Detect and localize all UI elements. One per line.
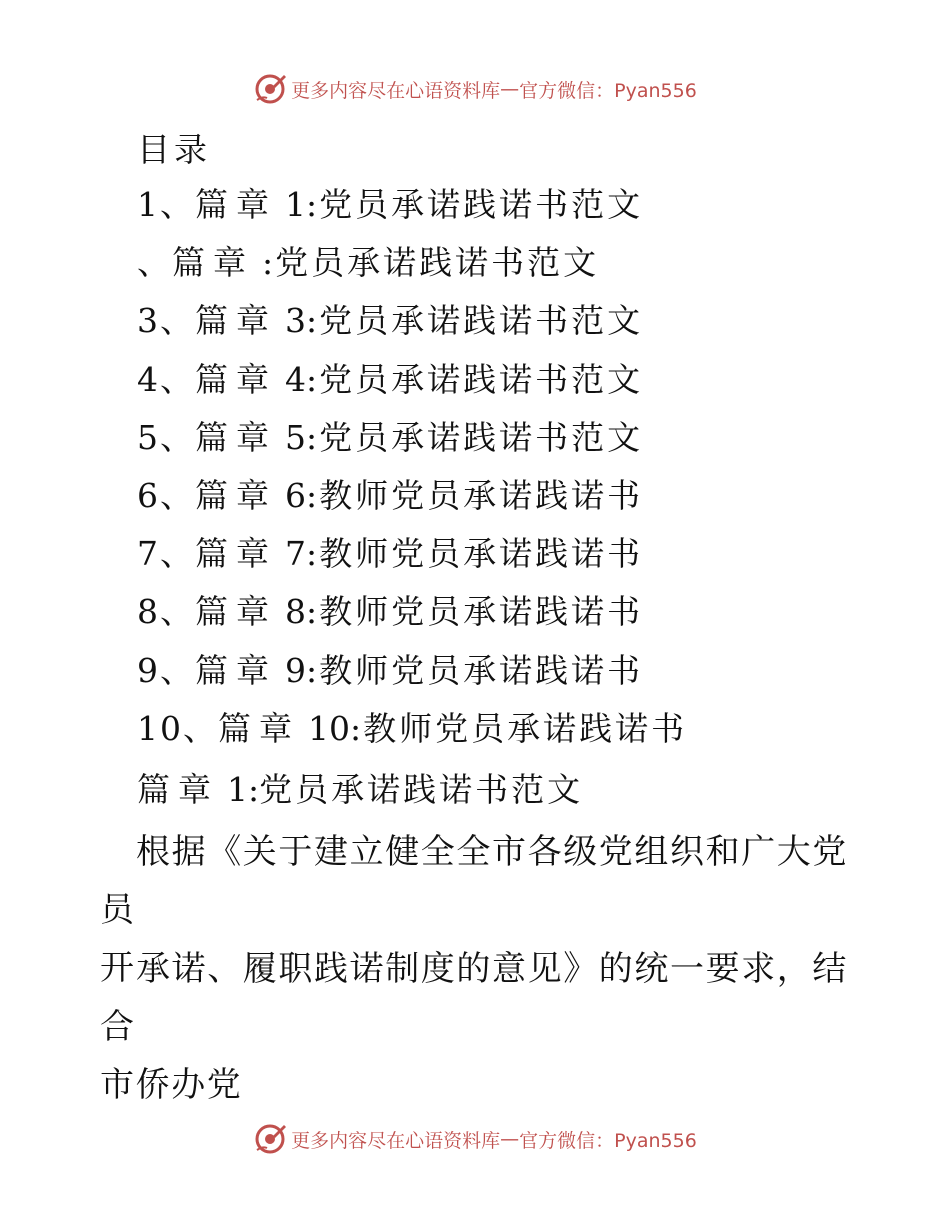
pen-logo-icon [253,72,287,106]
toc-title: 目录 [137,130,211,169]
watermark-suffix: 官方微信：Pyan556 [519,79,697,102]
toc-item[interactable]: 10、篇章 10:教师党员承诺践诺书 [137,708,688,748]
chapter-heading: 篇章 1:党员承诺践诺书范文 [137,770,584,809]
watermark-separator: — [500,1128,520,1150]
watermark-suffix: 官方微信：Pyan556 [519,1129,697,1152]
watermark-text: 更多内容尽在心语资料库 [291,1129,501,1152]
toc-item[interactable]: 9、篇章 9:教师党员承诺践诺书 [137,650,644,690]
toc-item[interactable]: 8、篇章 8:教师党员承诺践诺书 [137,592,644,632]
toc-item[interactable]: 5、篇章 5:党员承诺践诺书范文 [137,417,644,457]
toc-item[interactable]: 1、篇章 1:党员承诺践诺书范文 [137,185,644,224]
toc-item[interactable]: 3、篇章 3:党员承诺践诺书范文 [137,301,644,341]
body-paragraph: 承诺、履职践诺制度的意见》的统一要求，结合 市侨办党 [100,949,848,1105]
watermark-text: 更多内容尽在心语资料库 [291,79,501,102]
watermark-header [0,72,950,106]
body-paragraph: 根据《关于建立健全全市各级党组织和广大党员 开 [100,832,848,988]
watermark-footer [0,1122,950,1156]
toc-item[interactable]: 4、篇章 4:党员承诺践诺书范文 [137,359,644,399]
table-of-contents [137,183,687,765]
toc-item[interactable]: 7、篇章 7:教师党员承诺践诺书 [137,534,644,574]
pen-logo-icon [253,1122,287,1156]
watermark-separator: — [500,78,520,100]
toc-item[interactable]: 、篇章 :党员承诺践诺书范文 [137,243,600,283]
toc-item[interactable]: 6、篇章 6:教师党员承诺践诺书 [137,475,644,515]
